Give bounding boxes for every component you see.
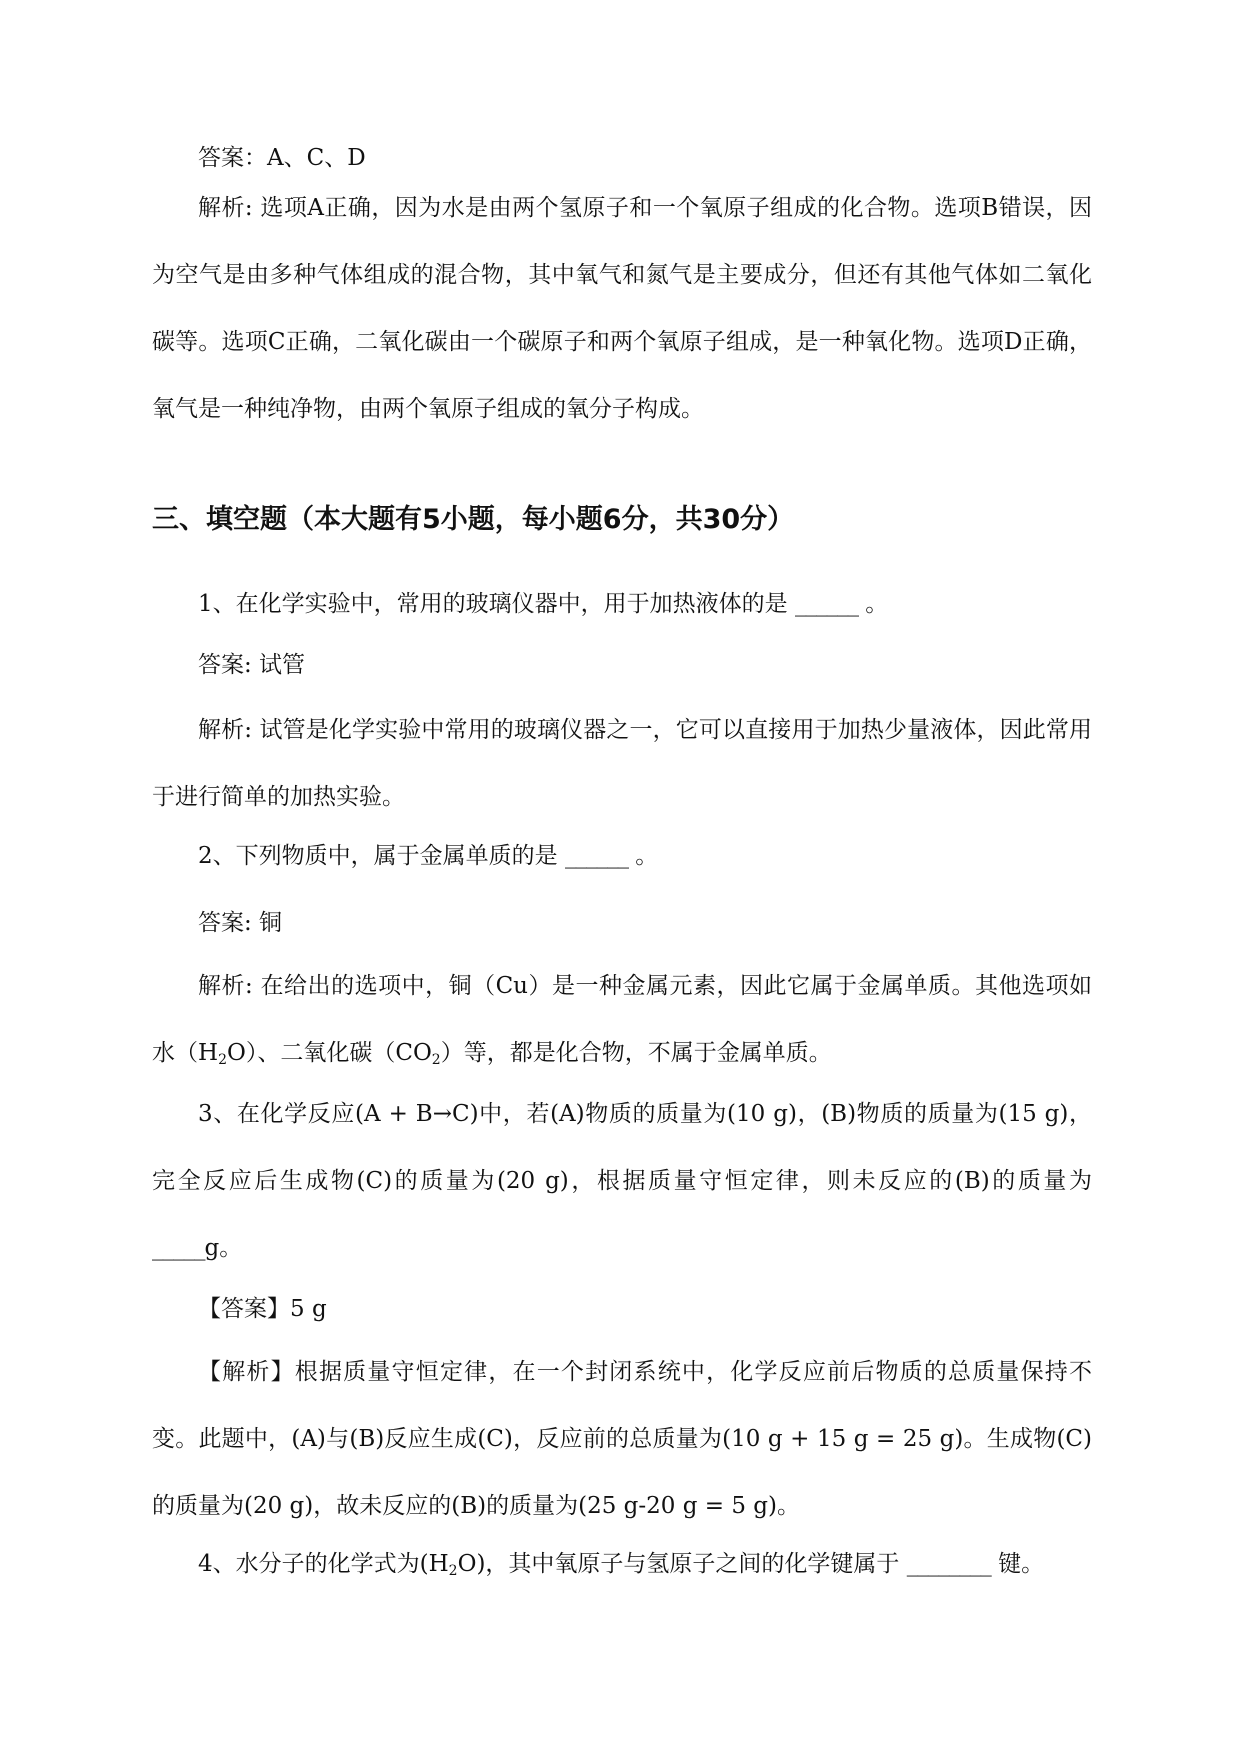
q1-analysis: 解析: 试管是化学实验中常用的玻璃仪器之一，它可以直接用于加热少量液体，因此常用于进行简单的加热实验。: [152, 717, 1092, 810]
q4-question-text-1: 4、水分子的化学式为(H: [198, 1551, 449, 1577]
q2-question: [152, 823, 1092, 890]
q2-analysis-part-2: O）、二氧化碳（CO: [226, 1040, 432, 1066]
q1-question-end: 。: [865, 591, 889, 617]
q2-subscript-1: 2: [218, 1052, 227, 1068]
q4-question-end: 键。: [998, 1551, 1045, 1577]
q4-answer-blank: ________: [906, 1551, 991, 1577]
q2-analysis: [152, 953, 1092, 1087]
q4-subscript: 2: [448, 1563, 458, 1579]
q2-analysis-part-3: ）等，都是化合物，不属于金属单质。: [440, 1040, 832, 1066]
q2-question-text: 2、下列物质中，属于金属单质的是: [198, 843, 558, 869]
q2-answer: 答案: 铜: [198, 910, 283, 936]
q1-question-text: 1、在化学实验中，常用的玻璃仪器中，用于加热液体的是: [198, 591, 788, 617]
q1-question: [152, 571, 1092, 638]
q3-question-unit: g。: [204, 1235, 243, 1261]
q2-question-end: 。: [635, 843, 659, 869]
q2-answer-blank: ______: [564, 843, 628, 869]
q4-question-text-2: O)，其中氧原子与氢原子之间的化学键属于: [457, 1551, 900, 1577]
q3-question: [152, 1081, 1092, 1282]
q3-analysis: 【解析】根据质量守恒定律，在一个封闭系统中，化学反应前后物质的总质量保持不变。此题中，(A)与(B)反应生成(C)，反应前的总质量为(10 g + 15 g = 25 g)。生成物(C)的质量为(20 g)，故未反应的(B)的质量为(25 g-20 g = 5 g)。: [152, 1359, 1092, 1519]
q2-analysis-part-1: 解析: 在给出的选项中，铜（Cu）是一种金属元素，因此它属于金属单质。其他选项如水（H: [152, 973, 1092, 1066]
q3-question-text: 3、在化学反应(A + B→C)中，若(A)物质的质量为(10 g)，(B)物质的质量为(15 g)，完全反应后生成物(C)的质量为(20 g)，根据质量守恒定律，则未反应的(B)的质量为: [152, 1101, 1092, 1194]
q2-subscript-2: 2: [431, 1052, 441, 1068]
q3-answer: 【答案】5 g: [198, 1296, 327, 1322]
q3-answer-blank: _____: [152, 1235, 205, 1261]
q4-question: [152, 1531, 1092, 1598]
q1-answer: 答案: 试管: [198, 652, 306, 678]
prev-answer-line: 答案：A、C、D: [198, 145, 366, 171]
section-heading: 三、填空题（本大题有5小题，每小题6分，共30分）: [152, 504, 795, 535]
prev-analysis-paragraph: 解析: 选项A正确，因为水是由两个氢原子和一个氧原子组成的化合物。选项B错误，因为空气是由多种气体组成的混合物，其中氧气和氮气是主要成分，但还有其他气体如二氧化碳等。选项C正确，二氧化碳由一个碳原子和两个氧原子组成，是一种氧化物。选项D正确，氧气是一种纯净物，由两个氧原子组成的氧分子构成。: [152, 195, 1092, 422]
q1-answer-blank: ______: [794, 591, 858, 617]
